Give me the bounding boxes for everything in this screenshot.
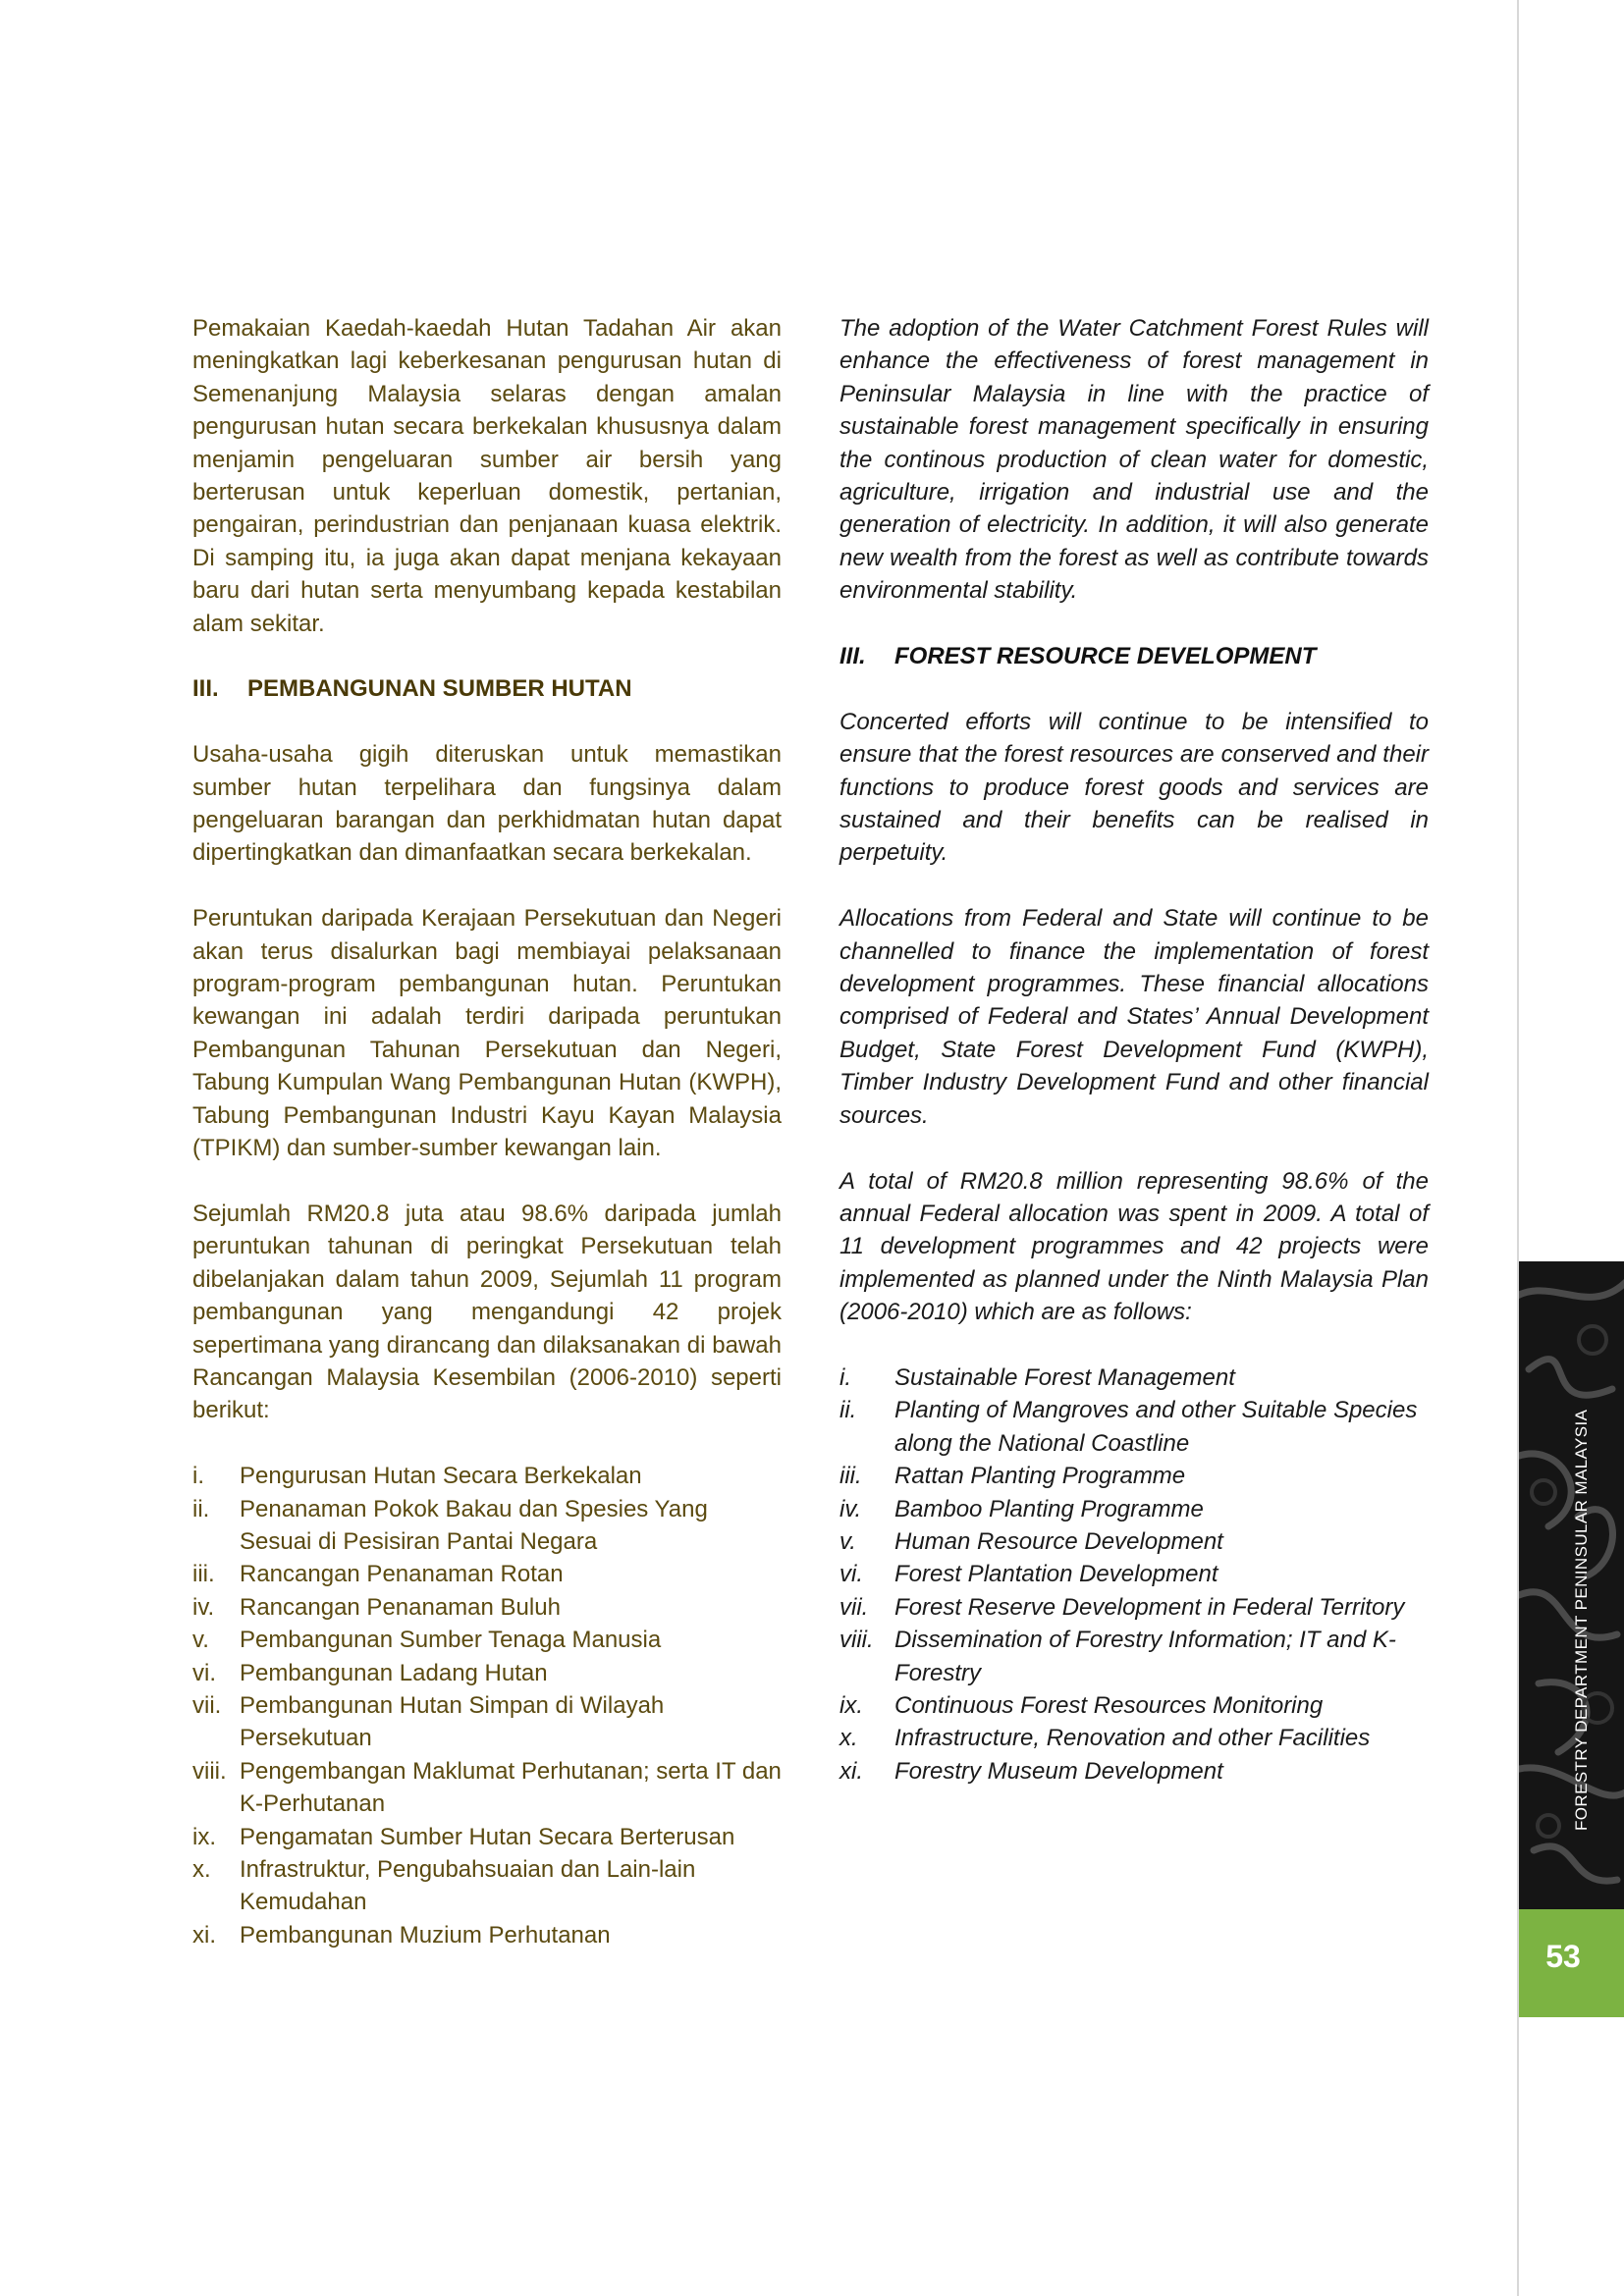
list-item-text: Dissemination of Forestry Information; IT and K-Forestry [894,1627,1396,1686]
list-item-number: vi. [192,1659,216,1686]
list-item-number: vii. [192,1691,222,1719]
list-item-number: v. [839,1527,856,1555]
list-item-text: Rancangan Penanaman Rotan [240,1561,564,1588]
english-heading-number: III. [839,643,866,670]
list-item-number: ii. [192,1495,210,1522]
english-programme-list [839,1362,1429,1788]
list-item [192,1624,782,1656]
list-item-text: Rancangan Penanaman Buluh [240,1593,561,1621]
list-item-text: Pembangunan Muzium Perhutanan [240,1921,611,1949]
list-item-number: i. [192,1463,204,1490]
list-item-number: viii. [839,1627,874,1654]
list-item-number: iii. [839,1463,862,1490]
list-item-text: Penanaman Pokok Bakau dan Spesies Yang Sesuai di Pesisiran Pantai Negara [240,1495,708,1555]
list-item-text: Forest Reserve Development in Federal Territory [894,1593,1405,1621]
list-item-text: Pengembangan Maklumat Perhutanan; serta IT dan K-Perhutanan [240,1757,782,1818]
list-item-number: v. [192,1627,209,1654]
list-item-text: Continuous Forest Resources Monitoring [894,1691,1324,1719]
english-paragraph-1: The adoption of the Water Catchment Forest Rules will enhance the effectiveness of forest management in Peninsular Malaysia in line with the practice of sustainable forest management specifically in ensuring the continous production of clean water for domestic, agriculture, irrigation and industrial use and the generation of electricity. In addition, it will also generate new wealth from the forest as well as contribute towards environmental stability. [839,315,1429,605]
malay-section-heading [192,672,782,705]
list-item-number: x. [839,1725,858,1752]
list-item [192,1821,782,1853]
malay-paragraph-2: Usaha-usaha gigih diteruskan untuk memastikan sumber hutan terpelihara dan fungsinya dalam pengeluaran barangan dan perkhidmatan hutan dapat dipertingkatkan dan dimanfaatkan secara berkekalan. [192,741,782,867]
malay-programme-list [192,1460,782,1951]
list-item [192,1689,782,1755]
list-item-text: Forest Plantation Development [894,1561,1218,1588]
english-paragraph-2: Concerted efforts will continue to be intensified to ensure that the forest resources are conserved and their functions to produce forest goods and services are sustained and their benefits can be realised in perpetuity. [839,708,1429,867]
english-column [839,312,1429,1788]
list-item-text: Infrastructure, Renovation and other Facilities [894,1725,1371,1752]
list-item-number: iv. [839,1495,862,1522]
list-item [839,1362,1429,1394]
list-item [192,1591,782,1624]
list-item [192,1558,782,1590]
list-item [839,1394,1429,1460]
list-item-number: vii. [839,1593,869,1621]
list-item-text: Pembangunan Ladang Hutan [240,1659,548,1686]
department-vertical-label: FORESTRY DEPARTMENT PENINSULAR MALAYSIA [1572,1409,1591,1831]
list-item-number: iv. [192,1593,215,1621]
list-item [192,1919,782,1951]
list-item-number: i. [839,1363,851,1391]
malay-heading-text: PEMBANGUNAN SUMBER HUTAN [247,675,632,703]
list-item-text: Pembangunan Sumber Tenaga Manusia [240,1627,662,1654]
list-item [839,1689,1429,1722]
list-item-text: Infrastruktur, Pengubahsuaian dan Lain-lain Kemudahan [240,1856,696,1916]
malay-paragraph-3: Peruntukan daripada Kerajaan Persekutuan dan Negeri akan terus disalurkan bagi membiayai pelaksanaan program-program pembangunan hutan. Peruntukan kewangan ini adalah terdiri daripada peruntukan Pembangunan Tahunan Persekutuan dan Negeri, Tabung Kumpulan Wang Pembangunan Hutan (KWPH), Tabung Pembangunan Industri Kayu Kayan Malaysia (TPIKM) dan sumber-sumber kewangan lain. [192,905,782,1162]
list-item-number: xi. [839,1757,863,1785]
list-item [192,1657,782,1689]
list-item [192,1493,782,1559]
list-item [839,1722,1429,1754]
list-item-text: Planting of Mangroves and other Suitable Species along the National Coastline [894,1397,1418,1457]
list-item-number: ix. [839,1691,863,1719]
list-item [839,1591,1429,1624]
list-item-text: Bamboo Planting Programme [894,1495,1204,1522]
list-item [192,1755,782,1821]
malay-paragraph-4: Sejumlah RM20.8 juta atau 98.6% daripada jumlah peruntukan tahunan di peringkat Persekutuan telah dibelanjakan dalam tahun 2009, Sejumlah 11 program pembangunan yang mengandungi 42 projek sepertimana yang dirancang dan dilaksanakan di bawah Rancangan Malaysia Kesembilan (2006-2010) seperti berikut: [192,1200,782,1424]
list-item-number: vi. [839,1561,863,1588]
list-item-number: viii. [192,1757,227,1785]
list-item [839,1493,1429,1525]
english-heading-text: FOREST RESOURCE DEVELOPMENT [894,643,1317,670]
list-item-text: Sustainable Forest Management [894,1363,1235,1391]
list-item-text: Rattan Planting Programme [894,1463,1186,1490]
list-item-text: Pengurusan Hutan Secara Berkekalan [240,1463,642,1490]
english-section-heading [839,640,1429,672]
list-item [839,1525,1429,1558]
list-item-text: Forestry Museum Development [894,1757,1223,1785]
list-item-number: ix. [192,1823,216,1850]
list-item-text: Human Resource Development [894,1527,1223,1555]
malay-paragraph-1: Pemakaian Kaedah-kaedah Hutan Tadahan Air akan meningkatkan lagi keberkesanan pengurusan hutan di Semenanjung Malaysia selaras dengan amalan pengurusan hutan secara berkekalan khususnya dalam menjamin pengeluaran sumber air bersih yang berterusan untuk keperluan domestik, pertanian, pengairan, perindustrian dan penjanaan kuasa elektrik. Di samping itu, ia juga akan dapat menjana kekayaan baru dari hutan serta menyumbang kepada kestabilan alam sekitar. [192,315,782,637]
list-item-number: iii. [192,1561,215,1588]
list-item [839,1558,1429,1590]
english-paragraph-3: Allocations from Federal and State will continue to be channelled to finance the implementation of forest development programmes. These financial allocations comprised of Federal and States’ Annual Development Budget, State Forest Development Fund (KWPH), Timber Industry Development Fund and other financial sources. [839,905,1429,1129]
page-number: 53 [1545,1939,1581,1974]
malay-heading-number: III. [192,675,219,703]
list-item-text: Pengamatan Sumber Hutan Secara Berterusan [240,1823,735,1850]
list-item-number: xi. [192,1921,216,1949]
list-item [839,1624,1429,1689]
list-item [192,1853,782,1919]
list-item-number: x. [192,1856,211,1884]
list-item [839,1755,1429,1788]
list-item [192,1460,782,1492]
list-item-number: ii. [839,1397,857,1424]
malay-column [192,312,782,1951]
list-item [839,1460,1429,1492]
english-paragraph-4: A total of RM20.8 million representing 98.6% of the annual Federal allocation was spent in 2009. A total of 11 development programmes and 42 projects were implemented as planned under the Ninth Malaysia Plan (2006-2010) which are as follows: [839,1167,1429,1326]
list-item-text: Pembangunan Hutan Simpan di Wilayah Persekutuan [240,1691,665,1752]
